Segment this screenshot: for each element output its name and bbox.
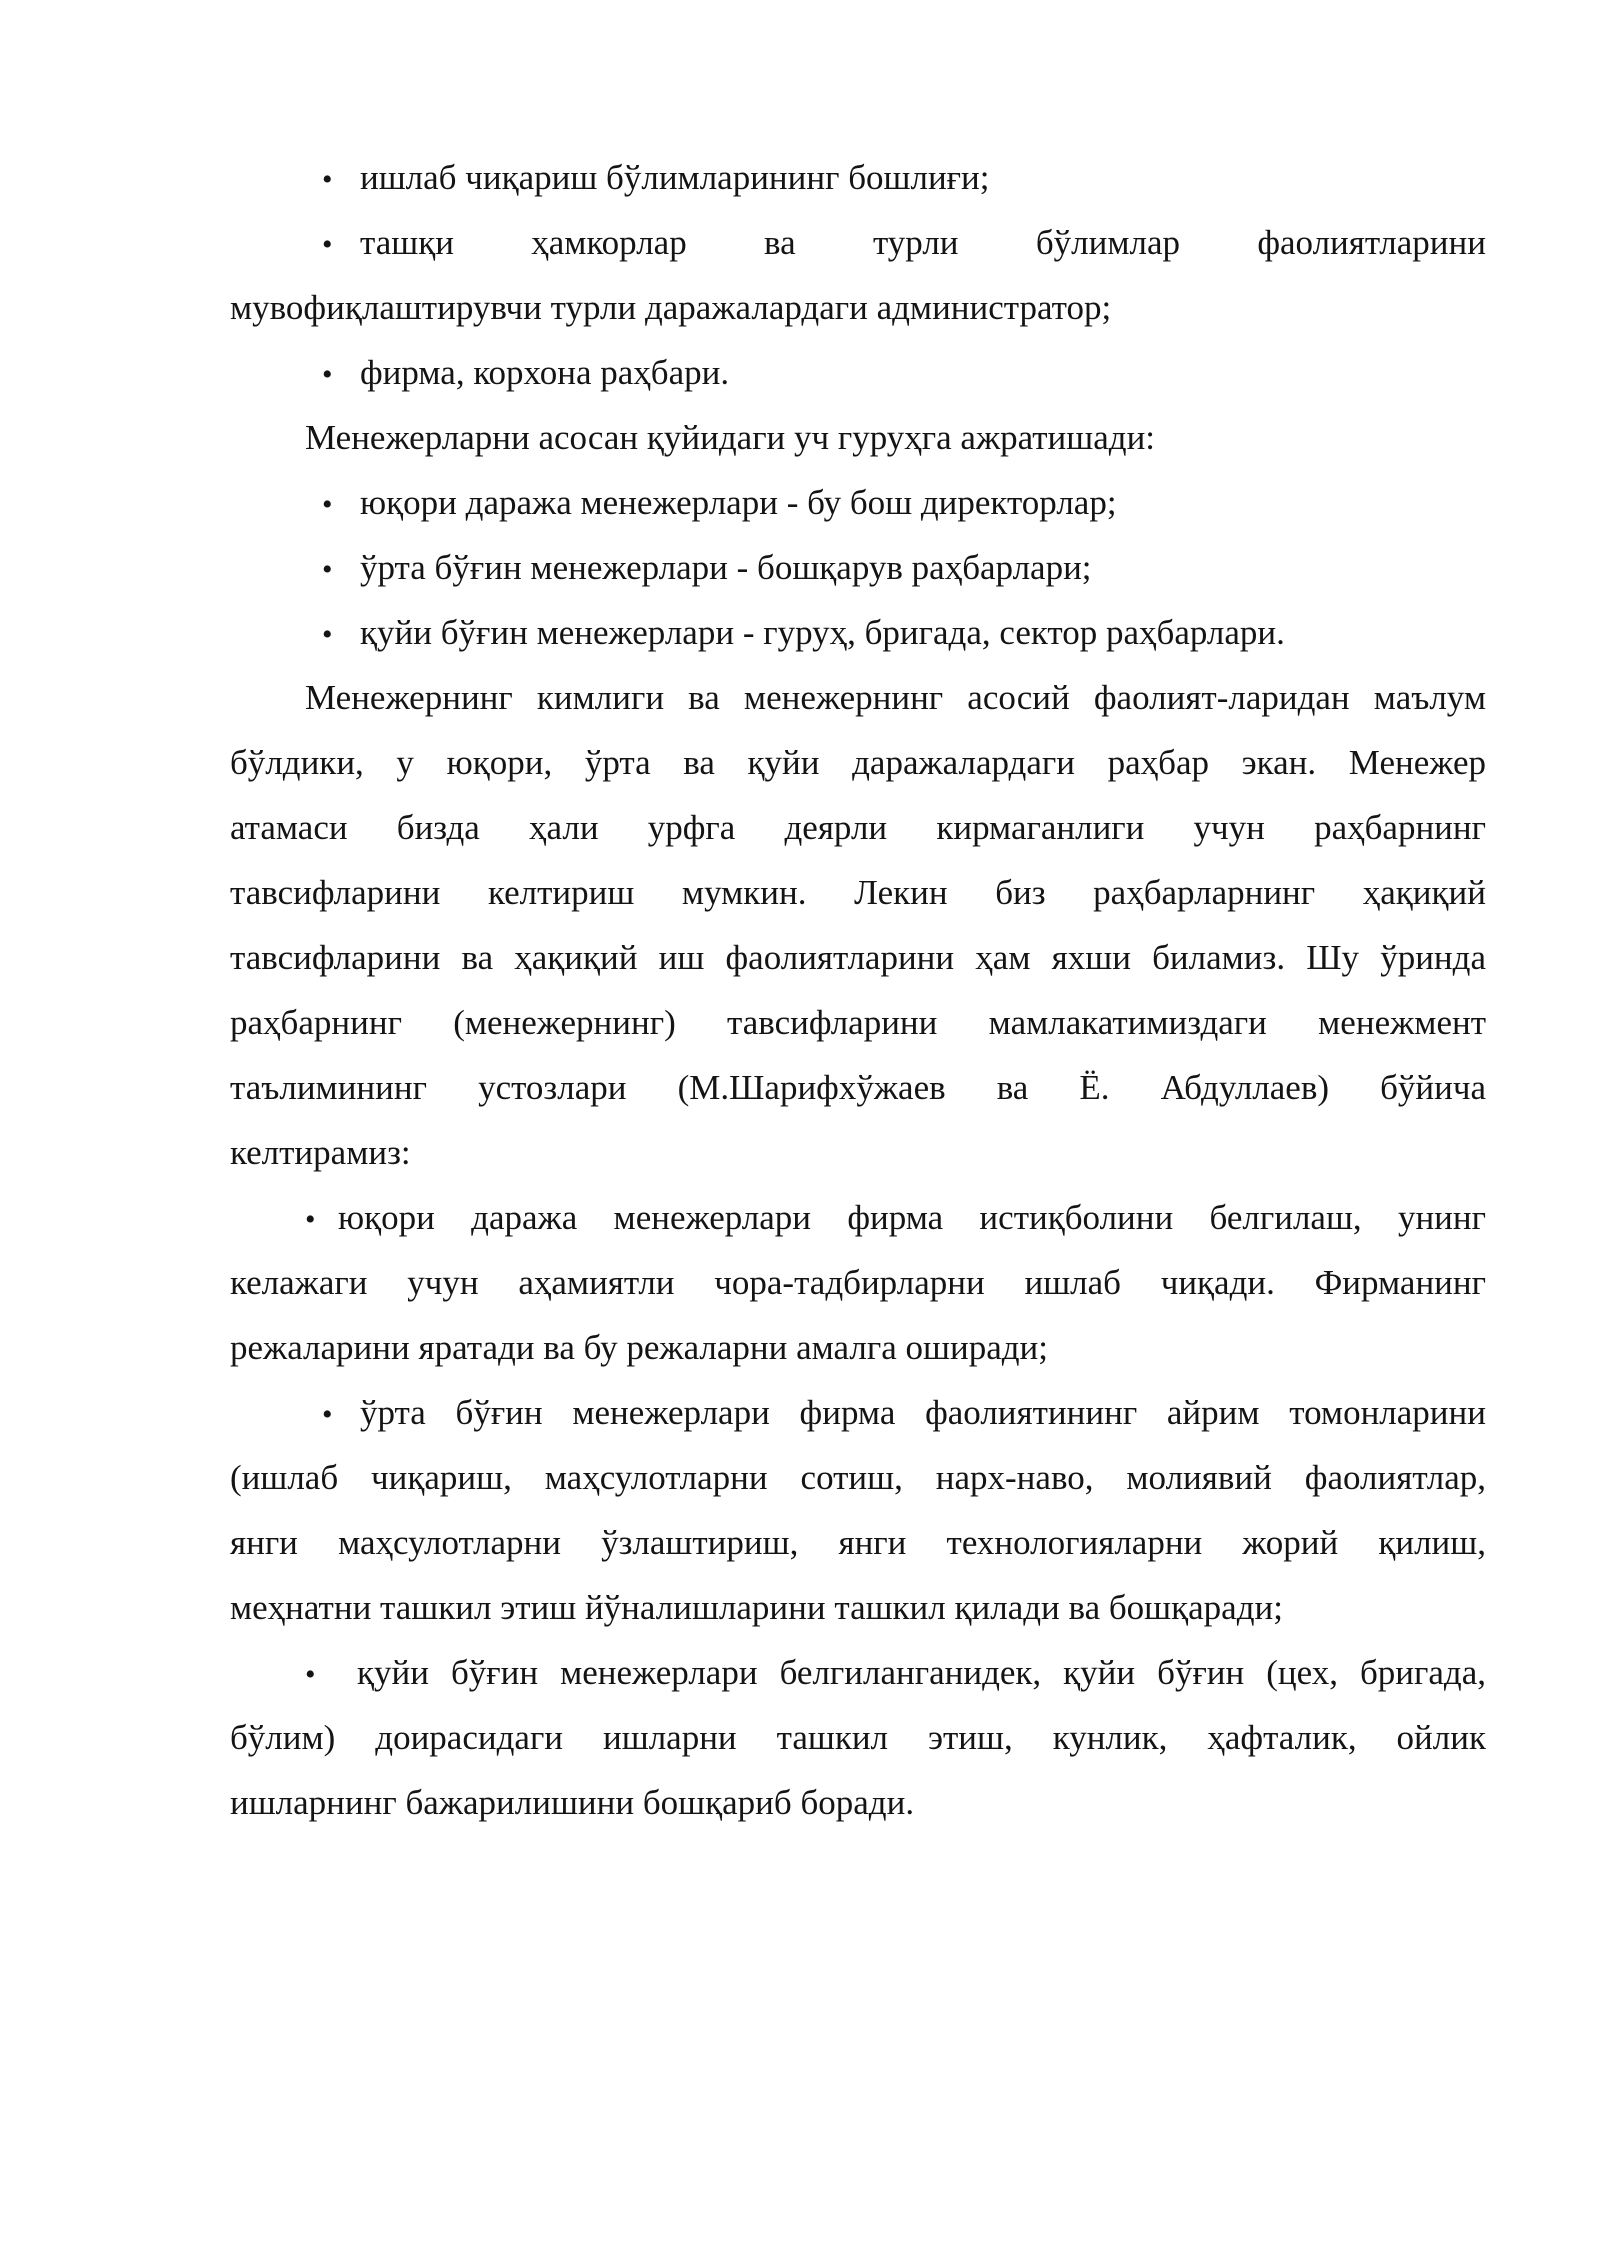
list-item: [230, 340, 1486, 405]
bullet-icon: •: [322, 228, 333, 261]
bullet-icon: •: [305, 1203, 316, 1236]
list-item: [230, 600, 1486, 665]
list-item-text: ташқи ҳамкорлар ва турли бўлимлар фаолиятларини: [360, 223, 1486, 262]
body-paragraph: [230, 665, 1486, 1185]
list-item: [230, 470, 1486, 535]
bullet-icon: •: [322, 358, 333, 391]
list-item-continuation: мувофиқлаштирувчи турли даражалардаги администратор;: [230, 288, 1112, 327]
paragraph-line: тавсифларини ва ҳақиқий иш фаолиятларини ҳам яхши биламиз. Шу ўринда: [230, 938, 1486, 977]
list-item: [230, 1380, 1486, 1445]
list-item: [230, 145, 1486, 210]
intro-sentence: Менежерларни асосан қуйидаги уч гуруҳга ажратишади:: [305, 418, 1156, 457]
bullet-icon: •: [322, 488, 333, 521]
paragraph-line: бўлдики, у юқори, ўрта ва қуйи даражалардаги раҳбар экан. Менежер: [230, 743, 1486, 782]
list-item-continuation: янги маҳсулотларни ўзлаштириш, янги технологияларни жорий қилиш,: [230, 1523, 1486, 1562]
manager-levels-list: [230, 470, 1486, 665]
list-item: [230, 210, 1486, 275]
list-item: [230, 535, 1486, 600]
list-item-continuation: бўлим) доирасидаги ишларни ташкил этиш, кунлик, ҳафталик, ойлик: [230, 1718, 1486, 1757]
manager-duties-list: [230, 1185, 1486, 1835]
list-item: [230, 1640, 1486, 1705]
paragraph-line: тавсифларини келтириш мумкин. Лекин биз раҳбарларнинг ҳақиқий: [230, 873, 1486, 912]
bullet-icon: •: [305, 1658, 316, 1691]
list-item-text: фирма, корхона раҳбари.: [360, 353, 730, 392]
list-item-text: юқори даража менежерлари фирма истиқболини белгилаш, унинг: [338, 1198, 1486, 1237]
list-item-continuation: келажаги учун аҳамиятли чора-тадбирларни ишлаб чиқади. Фирманинг: [230, 1263, 1486, 1302]
list-item-text: ўрта бўғин менежерлари фирма фаолиятининг айрим томонларини: [360, 1393, 1486, 1432]
list-item-text: юқори даража менежерлари - бу бош директорлар;: [360, 483, 1117, 522]
list-item-text: қуйи бўғин менежерлари - гуруҳ, бригада, сектор раҳбарлари.: [360, 613, 1285, 652]
list-item-continuation: режаларини яратади ва бу режаларни амалга оширади;: [230, 1328, 1048, 1367]
list-item-text: ўрта бўғин менежерлари - бошқарув раҳбарлари;: [360, 548, 1092, 587]
bullet-icon: •: [322, 1398, 333, 1431]
paragraph-line: раҳбарнинг (менежернинг) тавсифларини мамлакатимиздаги менежмент: [230, 1003, 1486, 1042]
bullet-icon: •: [322, 618, 333, 651]
management-list: [230, 145, 1486, 405]
bullet-icon: •: [322, 553, 333, 586]
paragraph-line: Менежернинг кимлиги ва менежернинг асосий фаолият-ларидан маълум: [305, 678, 1486, 717]
paragraph-line: келтирамиз:: [230, 1133, 411, 1172]
list-item: [230, 1185, 1486, 1250]
list-item-continuation: меҳнатни ташкил этиш йўналишларини ташкил қилади ва бошқаради;: [230, 1588, 1283, 1627]
bullet-icon: •: [322, 163, 333, 196]
paragraph-line: атамаси бизда ҳали урфга деярли кирмаганлиги учун раҳбарнинг: [230, 808, 1486, 847]
list-item-text: қуйи бўғин менежерлари белгиланганидек, қуйи бўғин (цех, бригада,: [357, 1653, 1486, 1692]
list-item-continuation: ишларнинг бажарилишини бошқариб боради.: [230, 1783, 915, 1822]
list-item-text: ишлаб чиқариш бўлимларининг бошлиғи;: [360, 158, 990, 197]
paragraph-line: таълимининг устозлари (М.Шарифхўжаев ва Ё. Абдуллаев) бўйича: [230, 1068, 1486, 1107]
list-item-continuation: (ишлаб чиқариш, маҳсулотларни сотиш, нарх-наво, молиявий фаолиятлар,: [230, 1458, 1486, 1497]
